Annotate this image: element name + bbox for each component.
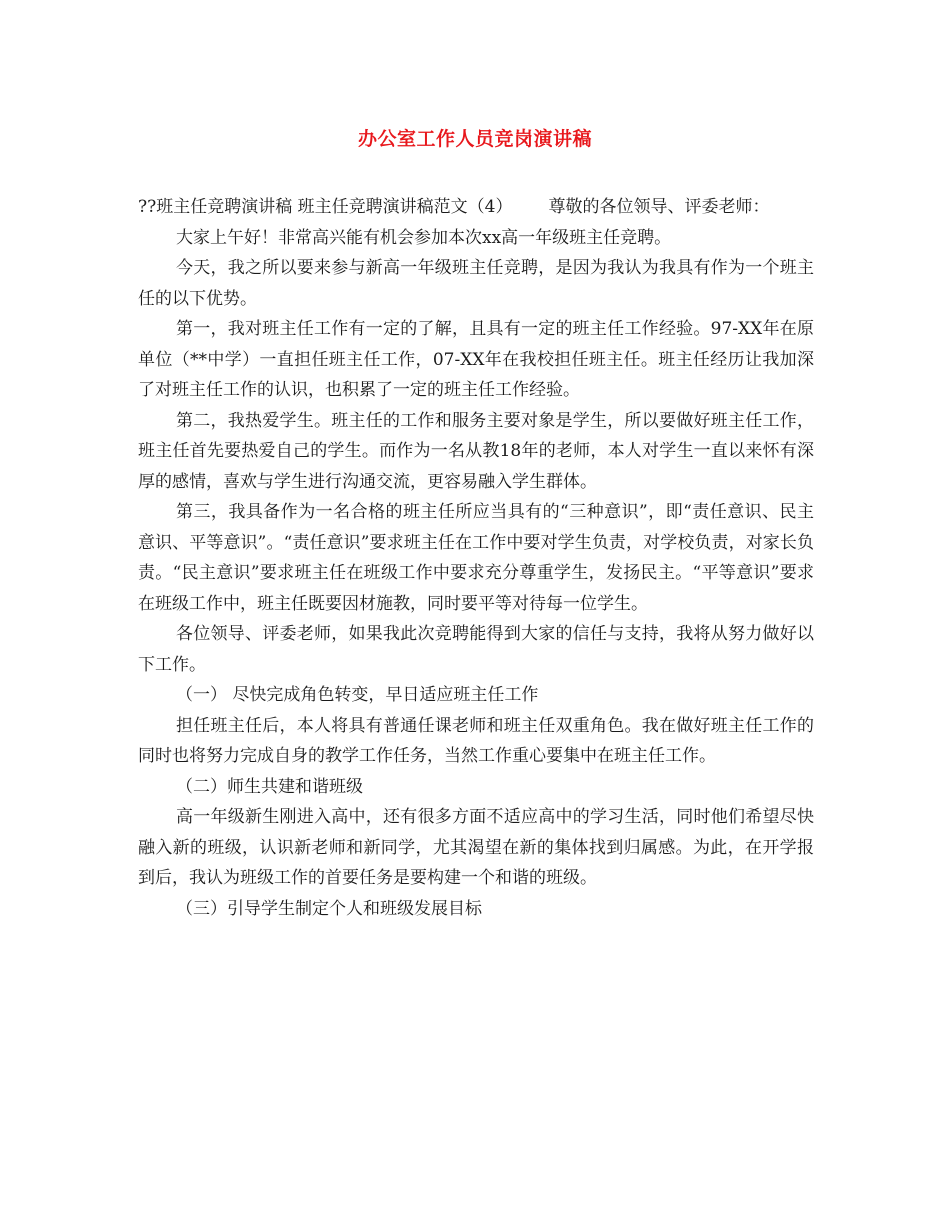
section-heading-2: （二）师生共建和谐班级 [176,776,363,797]
paragraph-greeting: 大家上午好！非常高兴能有机会参加本次xx高一年级班主任竞聘。 [176,227,672,248]
paragraph-third-advantage: 第三，我具备作为一名合格的班主任所应当具有的“三种意识”，即“责任意识、民主意识、平等意识”。“责任意识”要求班主任在工作中要对学生负责，对学校负责，对家长负责。“民主意识”要求班主任在班级工作中要求充分尊重学生，发扬民主。“平等意识”要求在班级工作中，班主任既要因材施教，同时要平等对待每一位学生。 [138,502,814,614]
document-title: 办公室工作人员竞岗演讲稿 [357,128,592,150]
intro-paragraph [138,192,814,223]
paragraph-plan-intro: 各位领导、评委老师，如果我此次竞聘能得到大家的信任与支持，我将从努力做好以下工作。 [138,624,814,675]
document-body [138,192,814,924]
intro-salutation: 尊敬的各位领导、评委老师： [548,197,770,217]
section-heading-1: （一） 尽快完成角色转变，早日适应班主任工作 [176,685,539,705]
paragraph-reason: 今天，我之所以要来参与新高一年级班主任竞聘，是因为我认为我具有作为一个班主任的以下优势。 [138,258,814,309]
paragraph-first-advantage: 第一，我对班主任工作有一定的了解，且具有一定的班主任工作经验。97-XX年在原单位（**中学）一直担任班主任工作，07-XX年在我校担任班主任。班主任经历让我加深了对班主任工作的认识，也积累了一定的班主任工作经验。 [138,319,814,400]
section-heading-3: （三）引导学生制定个人和班级发展目标 [176,898,482,919]
paragraph-second-advantage: 第二，我热爱学生。班主任的工作和服务主要对象是学生，所以要做好班主任工作，班主任首先要热爱自己的学生。而作为一名从教18年的老师，本人对学生一直以来怀有深厚的感情，喜欢与学生进行沟通交流，更容易融入学生群体。 [138,410,814,492]
intro-heading: ??班主任竞聘演讲稿 班主任竞聘演讲稿范文（4） [138,197,513,217]
section-text-1: 担任班主任后，本人将具有普通任课老师和班主任双重角色。我在做好班主任工作的同时也将努力完成自身的教学工作任务，当然工作重心要集中在班主任工作。 [138,715,814,766]
section-text-2: 高一年级新生刚进入高中，还有很多方面不适应高中的学习生活，同时他们希望尽快融入新的班级，认识新老师和新同学，尤其渴望在新的集体找到归属感。为此，在开学报到后，我认为班级工作的首要任务是要构建一个和谐的班级。 [138,807,814,888]
